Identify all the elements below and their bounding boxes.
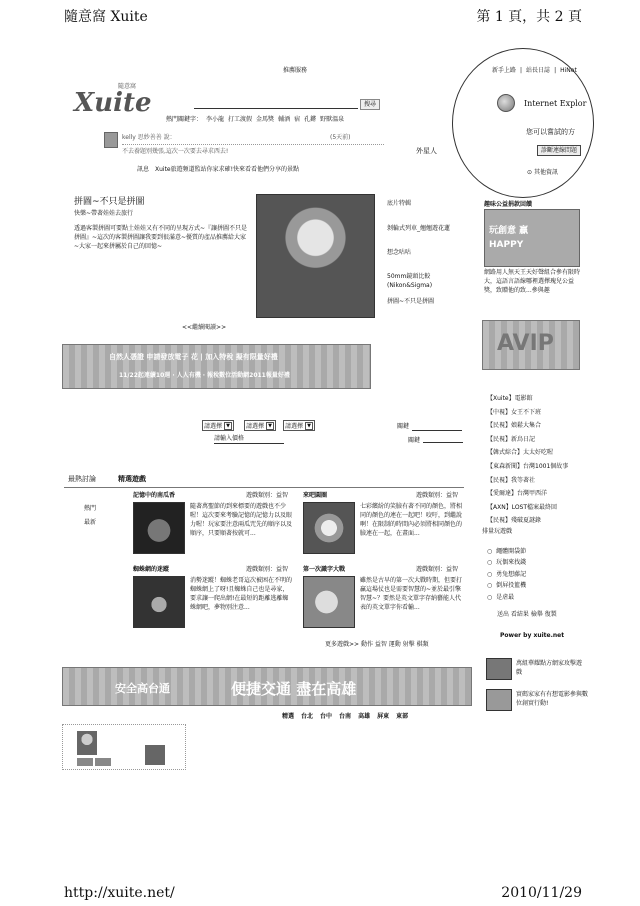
- powered-by: Power by xuite.net: [500, 632, 565, 639]
- category-link[interactable]: 【民視】殘破夏謎錄: [487, 517, 542, 525]
- bottom-banner-text1: 安全高台通: [115, 682, 170, 695]
- poll-option-label: 勇兔想藤記: [496, 570, 527, 578]
- side-news-image[interactable]: [486, 658, 512, 680]
- side-list-item[interactable]: 底片特輯: [387, 200, 412, 207]
- bottom-banner-text2: 便捷交通 盡在高雄: [231, 680, 357, 698]
- city-link[interactable]: 東部: [396, 713, 409, 720]
- poll-option[interactable]: [487, 592, 526, 603]
- logo-subtitle: 隨意窩: [118, 83, 137, 90]
- games-more-link[interactable]: 更多遊戲>> 動作 益智 運動 射擊 棋類: [325, 641, 429, 648]
- category-link[interactable]: 【韓式綜合】太太好吃喔: [487, 449, 554, 457]
- photo-strip: [62, 724, 186, 770]
- logo-text: Xuite: [74, 88, 152, 118]
- vip-banner-text: AVIP: [497, 331, 554, 356]
- filter-select-3[interactable]: [283, 420, 315, 431]
- game-thumbnail[interactable]: [133, 502, 185, 554]
- filter-select-2[interactable]: [244, 420, 276, 431]
- photo-thumb[interactable]: [77, 731, 97, 755]
- annotation-circle: [452, 48, 594, 198]
- game-title[interactable]: 記憶中的南瓜香: [133, 492, 176, 499]
- game-text: 消勢迷蹤！蜘蛛老哥這次被困在不明的蜘蛛網上了呀!且蜘蛛自己也是尋家，要求讓一爬出網!在最短的距離逃離蜘蛛網吧，夢物別注意...: [190, 577, 293, 611]
- category-link[interactable]: 【民視】娘鬆大集合: [487, 422, 542, 430]
- category-link[interactable]: 【中視】女王不下班: [487, 408, 542, 416]
- filter-select-1-value: 請選擇: [204, 423, 223, 430]
- side-list-item[interactable]: 50mm鏡頭比較(Nikon&Sigma): [387, 273, 433, 289]
- radio-icon[interactable]: ○: [487, 582, 493, 590]
- game-meta: 遊戲類別：益智: [246, 566, 289, 573]
- photo-thumb[interactable]: [77, 758, 93, 766]
- log-link[interactable]: 站長日誌: [526, 67, 551, 74]
- chevron-down-icon: ▼: [305, 422, 313, 430]
- city-link[interactable]: 台北: [301, 713, 314, 720]
- category-link[interactable]: 【愛爾達】台灣甲西洋: [487, 490, 548, 498]
- notice-text[interactable]: Xuite旅遊頻道監站你家求確!快來看看他們分享的景點: [155, 166, 300, 173]
- hinet-link[interactable]: HiNet: [560, 67, 577, 74]
- filter-select-3-value: 請選擇: [285, 423, 304, 430]
- feature-image[interactable]: [256, 194, 375, 318]
- side-news-image[interactable]: [486, 689, 512, 711]
- keyword-link[interactable]: 金馬獎: [256, 116, 275, 123]
- side-news-text[interactable]: 萬組華耀點方網家玫擊遊戲: [516, 660, 583, 676]
- main-banner[interactable]: [62, 344, 371, 389]
- feature-body: 透過客製拼圖可要點土娃娃又有不同的呈現方式~『讓拼圖不只是拼圖』~這次的客製拼圖讓我要到很滿意~優質的產品推薦給大家~大家一起來拼屬於自己的回憶~: [74, 225, 248, 250]
- feature-title[interactable]: 拼圖~不只是拼圖: [74, 197, 145, 207]
- category-link[interactable]: 【Xuite】電影館: [487, 395, 533, 402]
- bottom-banner[interactable]: [62, 667, 472, 706]
- game-text: 七彩繽紛的笑臉有著不同的顏色，將相同的顏色的連在一起吧！咬吁，到繼說啊！在限制的時間內必須將相同顏色的臉連在一起，在畫面...: [360, 503, 463, 537]
- game-meta: 遊戲類別：益智: [416, 566, 459, 573]
- poll-option-label: 倒屏投籃機: [496, 582, 527, 590]
- game-title[interactable]: 第一次識字大戰: [303, 566, 346, 573]
- poll-title: 排量玩遊戲: [482, 528, 513, 535]
- feature-subtitle[interactable]: 快樂~帶著娃娃去旅行: [74, 210, 134, 217]
- main-banner-line1: 自然人憑證 申請發放電子 花 | 加入特稅 擬有限量好禮: [109, 353, 278, 361]
- price-input[interactable]: 請輸入價格: [214, 434, 284, 444]
- alien-link[interactable]: 外星人: [416, 147, 437, 155]
- print-footer-right: 2010/11/29: [501, 885, 582, 901]
- city-link[interactable]: 屏東: [377, 713, 390, 720]
- poll-option-label: 繩體開袋節: [496, 548, 527, 555]
- games-left-hot[interactable]: 熱門: [84, 505, 97, 512]
- user-post-name[interactable]: kelly 思妙善善 說：: [122, 134, 176, 141]
- poll-actions[interactable]: 送出 看結果 檢舉 復製: [497, 611, 557, 618]
- category-list: [487, 392, 568, 528]
- print-header-left: 隨意窩 Xuite: [64, 9, 148, 25]
- game-title[interactable]: 蜘蛛網的迷蹤: [133, 566, 170, 573]
- user-post-time: (5天前): [330, 134, 351, 141]
- ad-right-text: 網路用人無天王天好聲組合參有限時大，這語言語線哪裡選擇瑰兒公益獎，致贈他的致...參與趣: [484, 269, 581, 294]
- keyword-link[interactable]: 孔鏘: [304, 116, 317, 123]
- feature-more-link[interactable]: <<繼續閱讀>>: [182, 324, 227, 331]
- main-banner-line2: 11/22起連續10週 · 人人有機 · 報稅數位活動網2011報量好禮: [119, 372, 290, 379]
- hot-keywords: [166, 115, 344, 124]
- side-news-text[interactable]: 實碼家家有有想電影參與數位創實行動!: [516, 691, 589, 707]
- game-thumbnail[interactable]: [133, 576, 185, 628]
- ie-panel-title: Internet Explor: [524, 99, 587, 108]
- user-post-text: 不去養題別幾張,這次一次要去尋求西去!: [122, 148, 229, 155]
- side-list-item[interactable]: 想念咕咕: [387, 249, 412, 256]
- top-links: 新手上路 | 站長日誌 | HiNet: [492, 67, 577, 74]
- side-list-item[interactable]: 剝輪式列車_翹翹遊花蓮: [387, 225, 451, 232]
- poll-option-label: 是虐最: [496, 593, 515, 601]
- notice-label: 訊息: [137, 166, 150, 173]
- search-button[interactable]: 搜尋: [360, 99, 380, 110]
- side-list-item[interactable]: 拼圖~不只是拼圖: [387, 298, 435, 305]
- chevron-down-icon: ▼: [224, 422, 232, 430]
- print-footer-left: http://xuite.net/: [64, 885, 175, 901]
- tab-featured[interactable]: 精選遊戲: [118, 475, 146, 483]
- city-link[interactable]: 高雄: [358, 713, 371, 720]
- poll-option[interactable]: [487, 569, 526, 580]
- chevron-down-icon: ⊙: [527, 169, 533, 176]
- ad-right-caption: 玩創意 贏HAPPY: [489, 226, 529, 250]
- keyword-link[interactable]: 打工渡假: [228, 116, 253, 123]
- keyword-input-2[interactable]: [423, 442, 463, 443]
- ie-more-label: 其他資訊: [533, 169, 558, 176]
- xuite-logo[interactable]: [74, 82, 152, 118]
- game-thumbnail[interactable]: [303, 576, 355, 628]
- poll-option[interactable]: [487, 546, 526, 557]
- poll-option[interactable]: [487, 580, 526, 591]
- games-divider: [64, 487, 464, 488]
- recommend-service-link[interactable]: 推薦服務: [283, 67, 308, 74]
- ie-more-info[interactable]: [527, 168, 558, 177]
- hot-keywords-label: 熱門關鍵字：: [166, 116, 203, 123]
- ad-right-image[interactable]: [484, 209, 580, 267]
- city-link[interactable]: 台南: [339, 713, 352, 720]
- print-header-right: 第 1 頁，共 2 頁: [476, 9, 582, 25]
- vip-banner[interactable]: [482, 320, 580, 370]
- poll-option-label: 玩偶來找錢: [496, 559, 527, 567]
- radio-icon[interactable]: ○: [487, 570, 493, 578]
- city-link[interactable]: 台中: [320, 713, 333, 720]
- keyword-label-2: 關鍵: [408, 437, 421, 444]
- ad-right-title: 趣味公益捐款回饋: [484, 201, 533, 208]
- diagnose-button[interactable]: 診斷連線問題: [537, 145, 581, 156]
- filter-select-2-value: 請選擇: [246, 423, 265, 430]
- chevron-down-icon: ▼: [266, 422, 274, 430]
- keyword-label-1: 關鍵: [397, 423, 410, 430]
- keyword-input-1[interactable]: [412, 430, 462, 431]
- games-left-new[interactable]: 最新: [84, 519, 97, 526]
- game-text: 雖然是古早的第一次大戰時期，但要打贏這場仗也是需要智慧的~並於最引擎智慧~？要然是英文單字存納藝能人代表的英文單字你看輸...: [360, 577, 463, 611]
- game-text: 隨著萬聖節的到來標要的遊戲也不少喔！這次要來考驗記憶的記憶力以及眼力喔！玩家要注意兩瓜咒先的順序以及順序，只要順著按就可...: [190, 503, 293, 537]
- category-link[interactable]: 【AXN】LOST檔案最終回: [487, 503, 558, 511]
- game-title[interactable]: 來吧圓圈: [303, 492, 328, 499]
- city-link[interactable]: 精選: [282, 713, 295, 720]
- category-link[interactable]: 【民視】我等著社: [487, 476, 536, 484]
- photo-thumb[interactable]: [95, 758, 111, 766]
- poll-options: [487, 546, 526, 603]
- radio-icon[interactable]: ○: [487, 559, 493, 567]
- keyword-link[interactable]: 野獸溫泉: [320, 116, 345, 123]
- user-avatar[interactable]: [104, 132, 118, 148]
- keyword-link[interactable]: 李小龍: [206, 116, 225, 123]
- tab-recent[interactable]: 最熱討論: [68, 475, 96, 483]
- category-link[interactable]: 【東森新聞】台灣1001個故事: [487, 462, 569, 470]
- game-thumbnail[interactable]: [303, 502, 355, 554]
- info-icon: [497, 94, 515, 112]
- photo-thumb[interactable]: [145, 745, 165, 765]
- keyword-link[interactable]: 輔酒: [278, 116, 291, 123]
- game-meta: 遊戲類別：益智: [246, 492, 289, 499]
- keyword-link[interactable]: 宿: [294, 116, 301, 123]
- radio-icon[interactable]: ○: [487, 548, 493, 555]
- poll-option[interactable]: [487, 557, 526, 568]
- user-post-divider: [122, 144, 384, 145]
- newbie-link[interactable]: 新手上路: [492, 67, 517, 74]
- category-link[interactable]: 【民視】新鳥日記: [487, 435, 536, 443]
- filter-select-1[interactable]: [202, 420, 234, 431]
- search-input[interactable]: [194, 99, 358, 109]
- city-links: [282, 712, 408, 721]
- game-meta: 遊戲類別：益智: [416, 492, 459, 499]
- ie-panel-line: 您可以嘗試的方: [526, 128, 575, 136]
- radio-icon[interactable]: ○: [487, 593, 493, 601]
